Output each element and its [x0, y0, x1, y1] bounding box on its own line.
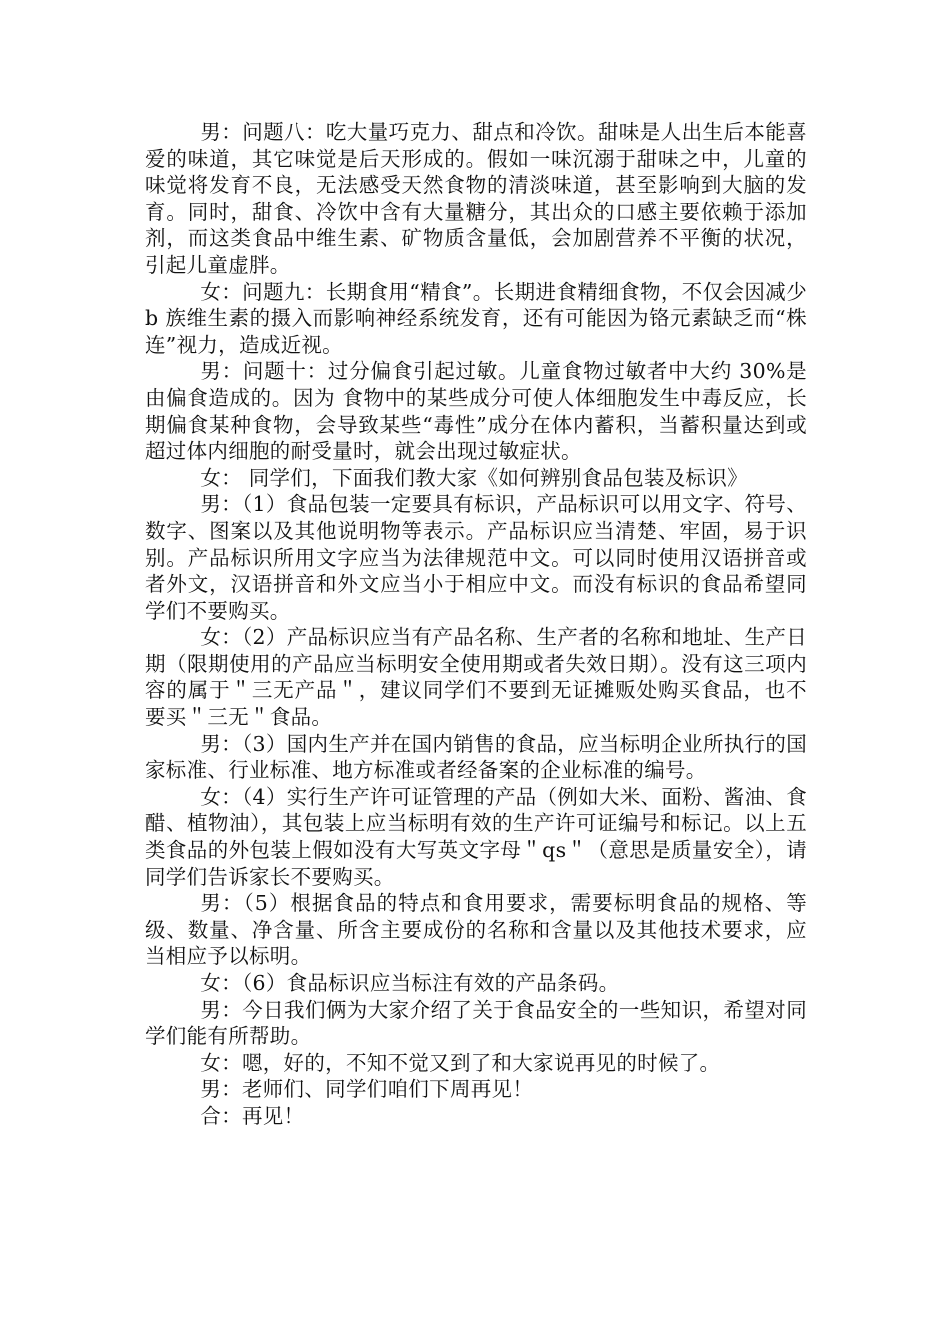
paragraph-label-5: 男：（5）根据食品的特点和食用要求，需要标明食品的规格、等级、数量、净含量、所含主要成份的名称和含量以及其他技术要求，应当相应予以标明。 [145, 891, 807, 969]
document-body [145, 119, 807, 1130]
paragraph-problem-10: 男：问题十：过分偏食引起过敏。儿童食物过敏者中大约 30%是由偏食造成的。因为 食物中的某些成分可使人体细胞发生中毒反应，长期偏食某种食物，会导致某些“毒性”成分在体内蓄积，当蓄积量达到或超过体内细胞的耐受量时，就会出现过敏症状。 [145, 359, 807, 464]
paragraph-label-3: 男：（3）国内生产并在国内销售的食品，应当标明企业所执行的国家标准、行业标准、地方标准或者经备案的企业标准的编号。 [145, 731, 807, 783]
paragraph-label-2: 女：（2）产品标识应当有产品名称、生产者的名称和地址、生产日期（限期使用的产品应当标明安全使用期或者失效日期）。没有这三项内容的属于＂三无产品＂，建议同学们不要到无证摊贩处购买食品，也不要买＂三无＂食品。 [145, 625, 807, 730]
paragraph-closing-2: 女：嗯，好的，不知不觉又到了和大家说再见的时候了。 [200, 1050, 721, 1075]
paragraph-closing-3: 男：老师们、同学们咱们下周再见！ [200, 1077, 534, 1102]
paragraph-problem-8: 男：问题八：吃大量巧克力、甜点和冷饮。甜味是人出生后本能喜爱的味道，其它味觉是后天形成的。假如一味沉溺于甜味之中，儿童的味觉将发育不良，无法感受天然食物的清淡味道，甚至影响到大脑的发育。同时，甜食、冷饮中含有大量糖分，其出众的口感主要依赖于添加剂，而这类食品中维生素、矿物质含量低，会加剧营养不平衡的状况，引起儿童虚胖。 [145, 120, 807, 277]
paragraph-label-4: 女：（4）实行生产许可证管理的产品（例如大米、面粉、酱油、食醋、植物油），其包装上应当标明有效的生产许可证编号和标记。以上五类食品的外包装上假如没有大写英文字母＂qs＂（意思是质量安全），请同学们告诉家长不要购买。 [145, 784, 807, 889]
paragraph-problem-9: 女：问题九：长期食用“精食”。长期进食精细食物，不仅会因减少 b 族维生素的摄入而影响神经系统发育，还有可能因为铬元素缺乏而“株连”视力，造成近视。 [145, 279, 807, 357]
paragraph-label-6: 女：（6）食品标识应当标注有效的产品条码。 [200, 971, 620, 995]
paragraph-closing-4: 合：再见！ [200, 1103, 305, 1128]
paragraph-closing-1: 男：今日我们俩为大家介绍了关于食品安全的一些知识，希望对同学们能有所帮助。 [145, 997, 807, 1049]
paragraph-label-intro: 女： 同学们，下面我们教大家《如何辨别食品包装及标识》 [200, 465, 748, 490]
paragraph-label-1: 男：（1）食品包装一定要具有标识，产品标识可以用文字、符号、数字、图案以及其他说明物等表示。产品标识应当清楚、牢固，易于识别。产品标识所用文字应当为法律规范中文。可以同时使用汉语拼音或者外文，汉语拼音和外文应当小于相应中文。而没有标识的食品希望同学们不要购买。 [145, 492, 807, 623]
